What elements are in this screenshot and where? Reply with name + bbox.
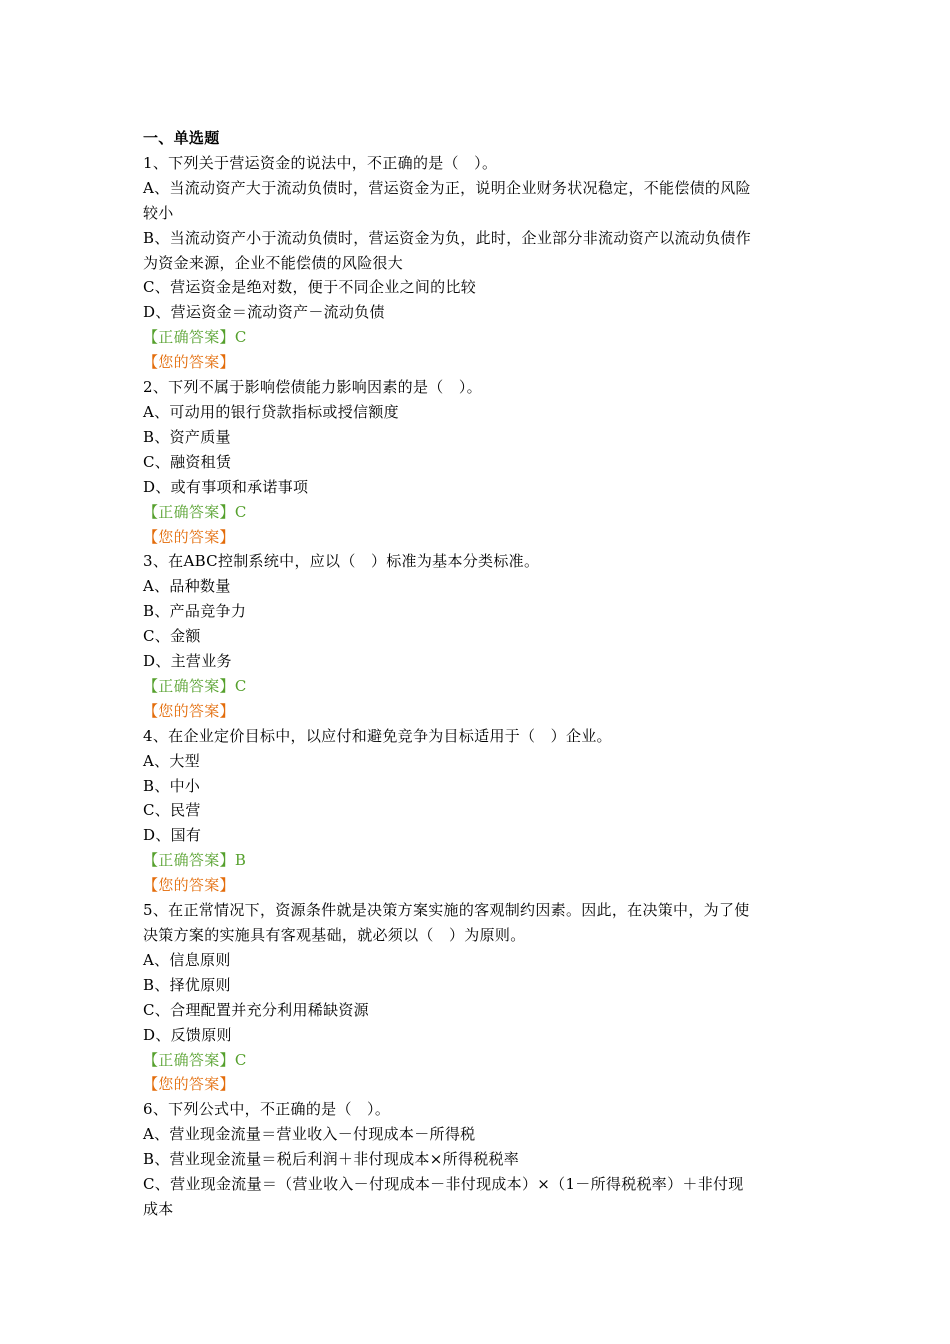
your-answer: [143, 699, 823, 724]
option-line: A、营业现金流量＝营业收入－付现成本－所得税: [143, 1125, 476, 1144]
option-line: C、民营: [143, 801, 201, 820]
question-block: [143, 898, 823, 1097]
option-line: C、合理配置并充分利用稀缺资源: [143, 1000, 369, 1019]
question-stem-line: 2、下列不属于影响偿债能力影响因素的是（ ）。: [143, 378, 482, 397]
option-line: D、反馈原则: [143, 1025, 232, 1044]
correct-answer: [143, 1048, 823, 1073]
option-line: A、品种数量: [143, 577, 231, 596]
option-line: B、中小: [143, 776, 201, 795]
option-line: B、资产质量: [143, 427, 231, 446]
your-answer-label: 【您的答案】: [143, 527, 235, 546]
correct-answer-label: 【正确答案】: [143, 1050, 235, 1069]
option-line: D、或有事项和承诺事项: [143, 477, 309, 496]
correct-answer-value: C: [234, 676, 247, 695]
question-stem-line: 5、在正常情况下，资源条件就是决策方案实施的客观制约因素。因此，在决策中，为了使: [143, 901, 750, 920]
option-line: B、当流动资产小于流动负债时，营运资金为负，此时，企业部分非流动资产以流动负债作: [143, 228, 752, 247]
option-line: C、融资租赁: [143, 452, 232, 471]
correct-answer: [143, 848, 823, 873]
option-line: C、营业现金流量＝（营业收入－付现成本－非付现成本）×（1－所得税税率）＋非付现: [143, 1175, 744, 1194]
question-stem-line: 6、下列公式中，不正确的是（ ）。: [143, 1100, 391, 1119]
your-answer: [143, 1072, 823, 1097]
your-answer-label: 【您的答案】: [143, 701, 235, 720]
correct-answer-value: B: [234, 851, 247, 870]
your-answer: [143, 525, 823, 550]
correct-answer-value: C: [234, 1050, 247, 1069]
correct-answer-label: 【正确答案】: [143, 676, 235, 695]
your-answer-label: 【您的答案】: [143, 1075, 235, 1094]
option-line: 成本: [143, 1199, 174, 1218]
option-line: A、当流动资产大于流动负债时，营运资金为正，说明企业财务状况稳定，不能偿债的风险: [143, 178, 751, 197]
question-stem-line: 决策方案的实施具有客观基础，就必须以（ ）为原则。: [143, 926, 526, 944]
option-line: C、金额: [143, 627, 201, 646]
correct-answer-label: 【正确答案】: [143, 502, 235, 521]
question-block: [143, 724, 823, 898]
option-line: D、国有: [143, 826, 202, 845]
question-block: [143, 1097, 823, 1222]
correct-answer-label: 【正确答案】: [143, 851, 235, 870]
correct-answer-label: 【正确答案】: [143, 328, 235, 347]
option-line: B、择优原则: [143, 975, 231, 994]
correct-answer-value: C: [234, 502, 247, 521]
correct-answer: [143, 500, 823, 525]
question-block: [143, 549, 823, 723]
question-stem-line: 4、在企业定价目标中，以应付和避免竞争为目标适用于（ ）企业。: [143, 726, 612, 745]
option-line: C、营运资金是绝对数，便于不同企业之间的比较: [143, 278, 477, 297]
option-line: D、主营业务: [143, 652, 232, 671]
option-line: B、产品竞争力: [143, 602, 247, 621]
correct-answer-value: C: [234, 328, 247, 347]
section-title: 一、单选题: [143, 129, 220, 147]
question-list: [143, 126, 823, 1222]
option-line: A、大型: [143, 751, 201, 770]
option-line: 较小: [143, 203, 174, 222]
option-line: A、可动用的银行贷款指标或授信额度: [143, 402, 399, 421]
option-line: 为资金来源，企业不能偿债的风险很大: [143, 253, 404, 272]
question-block: [143, 151, 823, 375]
option-line: B、营业现金流量＝税后利润＋非付现成本×所得税税率: [143, 1150, 520, 1169]
your-answer: [143, 350, 823, 375]
question-stem-line: 1、下列关于营运资金的说法中，不正确的是（ ）。: [143, 153, 498, 172]
question-stem-line: 3、在ABC控制系统中，应以（ ）标准为基本分类标准。: [143, 552, 540, 571]
option-line: D、营运资金＝流动资产－流动负债: [143, 303, 385, 322]
your-answer-label: 【您的答案】: [143, 876, 235, 895]
your-answer-label: 【您的答案】: [143, 353, 235, 372]
option-line: A、信息原则: [143, 950, 231, 969]
correct-answer: [143, 325, 823, 350]
your-answer: [143, 873, 823, 898]
question-block: [143, 375, 823, 549]
correct-answer: [143, 674, 823, 699]
